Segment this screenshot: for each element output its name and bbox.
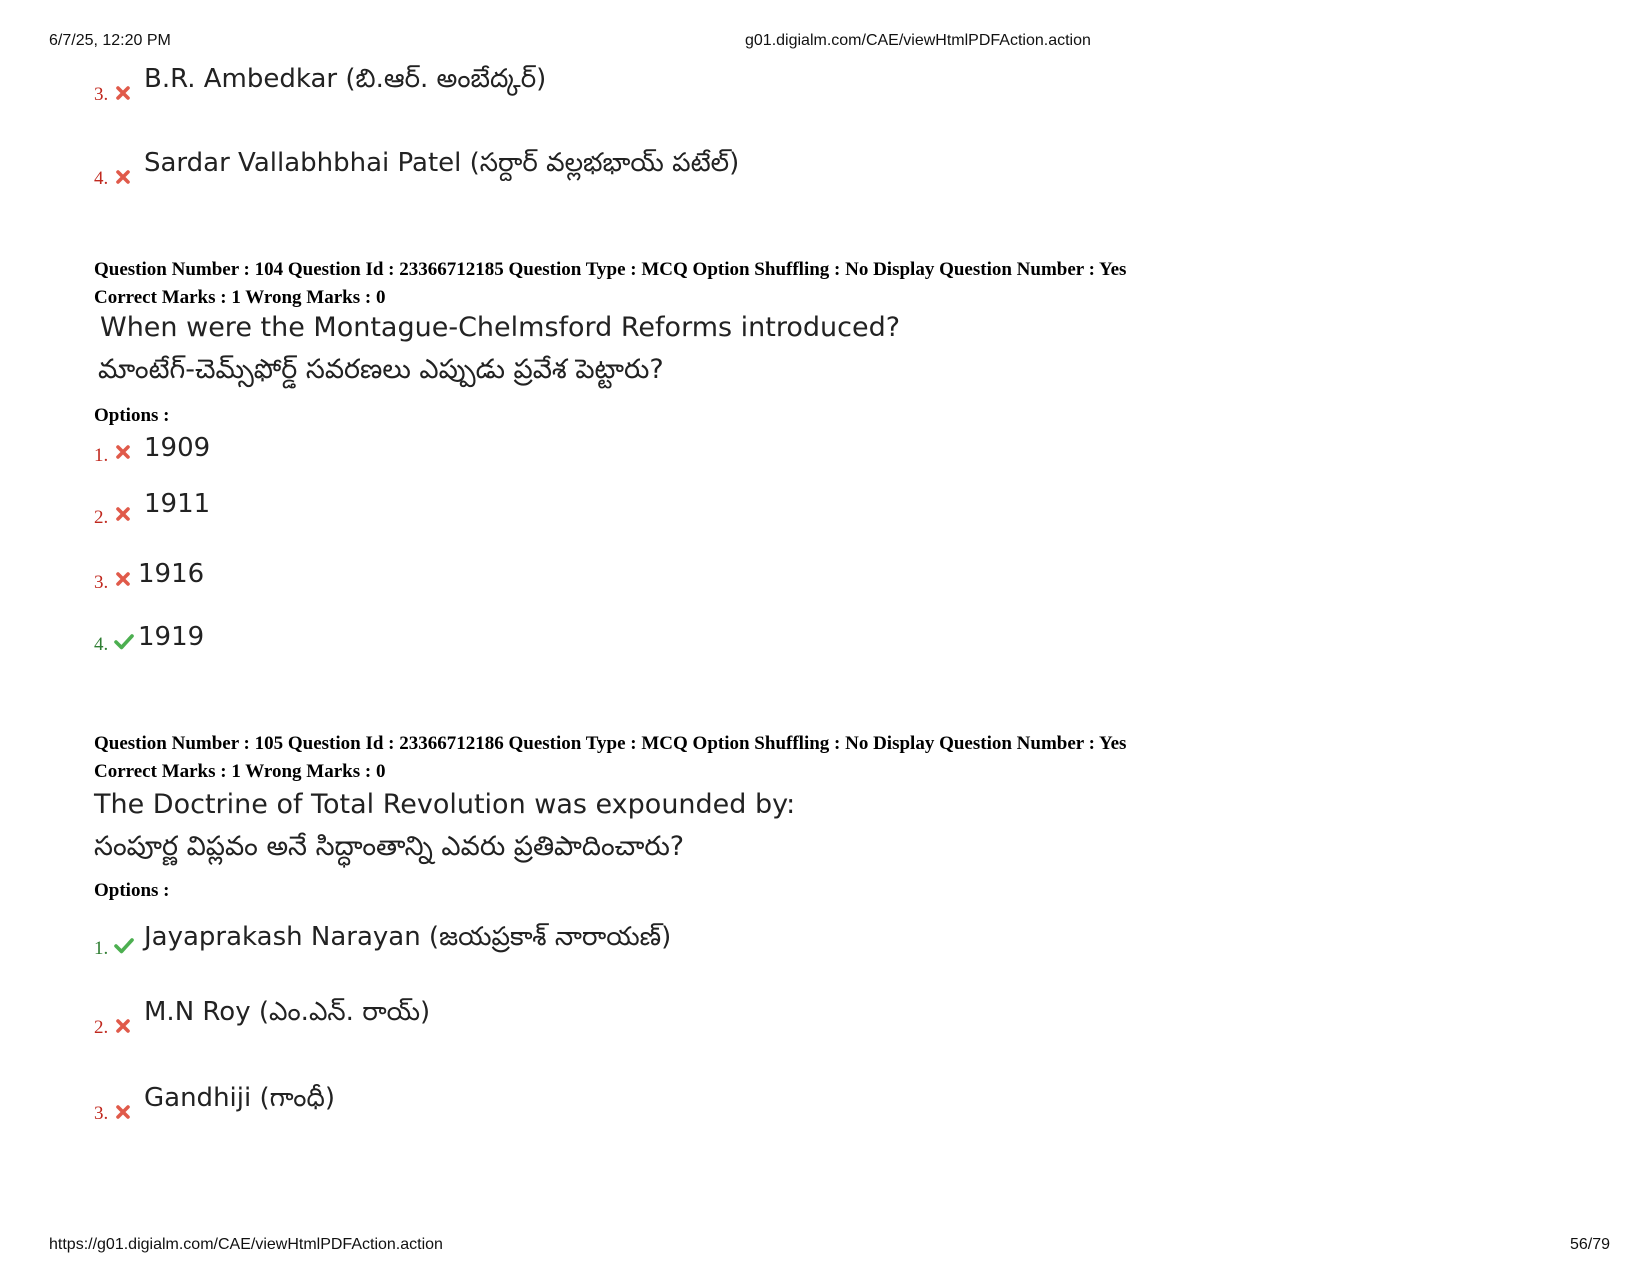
cross-icon (114, 168, 132, 186)
option-number: 3. (94, 572, 109, 593)
option-number: 1. (94, 445, 109, 466)
question-text-english: The Doctrine of Total Revolution was expounded by: (94, 789, 796, 820)
option-text: Gandhiji (గాంధీ) (144, 1083, 335, 1113)
option-text: Sardar Vallabhbhai Patel (సర్దార్ వల్లభభాయ్ పటేల్) (144, 148, 740, 178)
question-meta-line: Question Number : 104 Question Id : 23366712185 Question Type : MCQ Option Shuffling : No Display Question Number : Yes (94, 259, 1127, 280)
option-text: 1919 (138, 622, 205, 652)
cross-icon (114, 505, 132, 523)
cross-icon (114, 84, 132, 102)
option-number: 3. (94, 1103, 109, 1124)
option-text: 1916 (138, 559, 205, 589)
option-number: 2. (94, 507, 109, 528)
print-header-url: g01.digialm.com/CAE/viewHtmlPDFAction.action (745, 32, 1091, 49)
cross-icon (114, 443, 132, 461)
question-meta (94, 256, 1126, 312)
option-text: Jayaprakash Narayan (జయప్రకాశ్ నారాయణ్) (144, 922, 672, 952)
option-text: B.R. Ambedkar (బి.ఆర్. అంబేద్కర్) (144, 64, 547, 94)
question-text-telugu: మాంటేగ్-చెమ్స్‌ఫోర్డ్ సవరణలు ఎప్పుడు ప్రవేశ పెట్టారు? (98, 354, 664, 385)
option-number: 2. (94, 1017, 109, 1038)
question-meta-line: Question Number : 105 Question Id : 23366712186 Question Type : MCQ Option Shuffling : No Display Question Number : Yes (94, 733, 1127, 754)
question-text-english: When were the Montague-Chelmsford Reforms introduced? (100, 312, 901, 343)
cross-icon (114, 1017, 132, 1035)
question-meta (94, 730, 1126, 786)
option-text: M.N Roy (ఎం.ఎన్. రాయ్) (144, 997, 431, 1027)
options-label: Options : (94, 880, 170, 901)
cross-icon (114, 570, 132, 588)
option-number: 4. (94, 168, 109, 189)
option-number: 4. (94, 634, 109, 655)
check-icon (114, 633, 134, 651)
option-number: 3. (94, 84, 109, 105)
option-text: 1911 (144, 489, 211, 519)
marks-line: Correct Marks : 1 Wrong Marks : 0 (94, 287, 386, 308)
options-label: Options : (94, 405, 170, 426)
question-text-telugu: సంపూర్ణ విప్లవం అనే సిద్ధాంతాన్ని ఎవరు ప్రతిపాదించారు? (94, 831, 685, 862)
check-icon (114, 937, 134, 955)
page-number: 56/79 (1570, 1236, 1611, 1253)
cross-icon (114, 1103, 132, 1121)
print-datetime: 6/7/25, 12:20 PM (49, 32, 171, 49)
marks-line: Correct Marks : 1 Wrong Marks : 0 (94, 761, 386, 782)
option-text: 1909 (144, 433, 211, 463)
print-footer-url: https://g01.digialm.com/CAE/viewHtmlPDFAction.action (49, 1236, 443, 1253)
option-number: 1. (94, 938, 109, 959)
